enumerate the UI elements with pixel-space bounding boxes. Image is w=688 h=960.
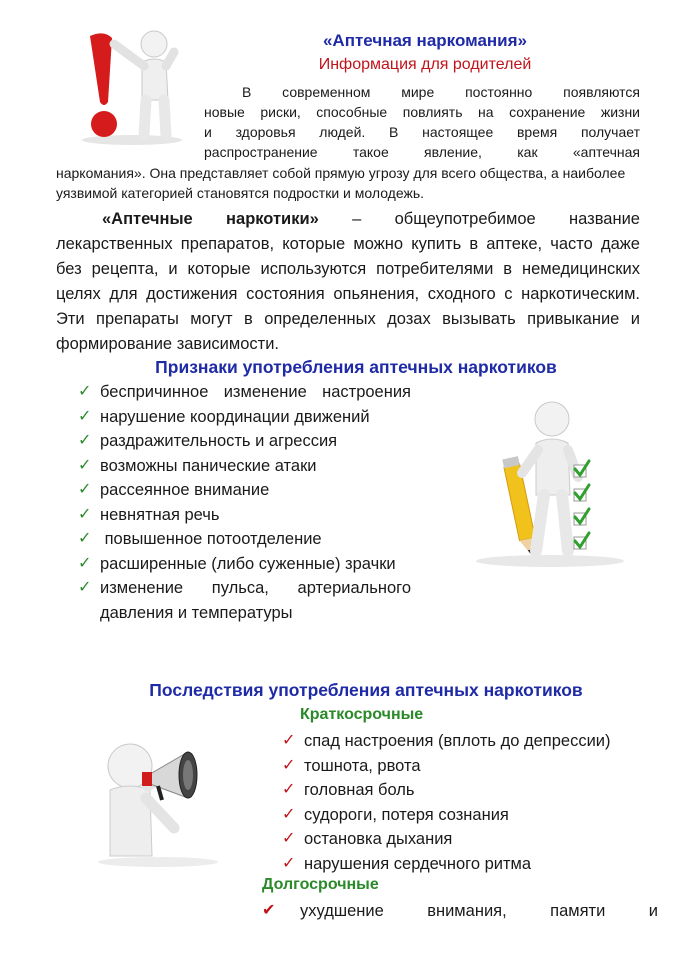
list-item: ✓ тошнота, рвота xyxy=(282,754,662,779)
list-item: ✓ нарушение координации движений xyxy=(78,405,411,430)
megaphone-figure-illustration xyxy=(88,728,238,868)
check-icon: ✓ xyxy=(78,407,92,425)
check-icon: ✓ xyxy=(78,383,92,400)
check-icon: ✓ xyxy=(282,830,296,847)
long-term-label: Долгосрочные xyxy=(262,876,379,893)
check-icon: ✓ xyxy=(282,756,296,774)
exclamation-figure-illustration xyxy=(72,22,192,147)
page-title: «Аптечная наркомания» xyxy=(322,31,528,50)
consequences-title: Последствия употребления аптечных наркотиков xyxy=(149,680,583,700)
check-icon: ✓ xyxy=(78,456,92,474)
list-item: ✓ раздражительность и агрессия xyxy=(78,429,411,454)
signs-title: Признаки употребления аптечных наркотиков xyxy=(155,357,557,377)
list-item: ✓ повышенное потоотделение xyxy=(78,527,411,552)
definition-text: – общеупотребимое название лекарственных препаратов, которые можно купить в аптеке, часто даже без рецепта, и которые используются потребителями в немедицинских целях для достижения состояния опьянения, сходного с наркотическим. Эти препараты могут в определенных дозах вызывать привыкание и формирование зависимости. xyxy=(56,210,640,353)
long-term-list xyxy=(262,899,658,924)
page-subtitle: Информация для родителей xyxy=(318,56,532,73)
list-item: ✔ ухудшение внимания, памяти и xyxy=(262,899,658,924)
list-item: ✓ остановка дыхания xyxy=(282,827,662,852)
definition-term: «Аптечные наркотики» xyxy=(102,210,319,228)
signs-list xyxy=(78,380,411,625)
list-item: ✓ головная боль xyxy=(282,778,662,803)
checklist-figure-illustration xyxy=(470,395,630,570)
short-term-list xyxy=(282,729,662,876)
list-item: ✓ возможны панические атаки xyxy=(78,454,411,479)
list-item: ✓ рассеянное внимание xyxy=(78,478,411,503)
intro-line-2: новые риски, способные повлиять на сохранение жизни xyxy=(204,104,640,120)
list-item: ✓ расширенные (либо суженные) зрачки xyxy=(78,552,411,577)
intro-rest: наркомания». Она представляет собой прямую угрозу для всего общества, а наиболее уязвимой категорией становятся подростки и молодежь. xyxy=(56,165,626,201)
intro-line-4: распространение такое явление, как «аптечная xyxy=(204,144,640,160)
short-term-label: Краткосрочные xyxy=(300,706,424,723)
definition-paragraph xyxy=(56,207,640,357)
check-icon: ✓ xyxy=(282,854,296,872)
list-item: ✓ невнятная речь xyxy=(78,503,411,528)
check-icon: ✓ xyxy=(282,805,296,823)
check-icon: ✓ xyxy=(282,732,296,749)
check-icon: ✓ xyxy=(78,579,92,596)
check-icon: ✓ xyxy=(282,781,296,798)
check-icon: ✓ xyxy=(78,432,92,449)
list-item: ✓ судороги, потеря сознания xyxy=(282,803,662,828)
list-item: ✓ беспричинное изменение настроения xyxy=(78,380,411,405)
intro-paragraph xyxy=(204,82,640,162)
check-icon: ✔ xyxy=(262,902,276,919)
intro-line-1: В современном мире постоянно появляются xyxy=(242,84,640,100)
intro-line-3: и здоровья людей. В настоящее время получает xyxy=(204,124,640,140)
list-item: ✓ спад настроения (вплоть до депрессии) xyxy=(282,729,662,754)
check-icon: ✓ xyxy=(78,530,92,547)
check-icon: ✓ xyxy=(78,505,92,523)
list-item: ✓ изменение пульса, артериального давления и температуры xyxy=(78,576,411,625)
check-icon: ✓ xyxy=(78,481,92,498)
check-icon: ✓ xyxy=(78,554,92,572)
list-item: ✓ нарушения сердечного ритма xyxy=(282,852,662,877)
